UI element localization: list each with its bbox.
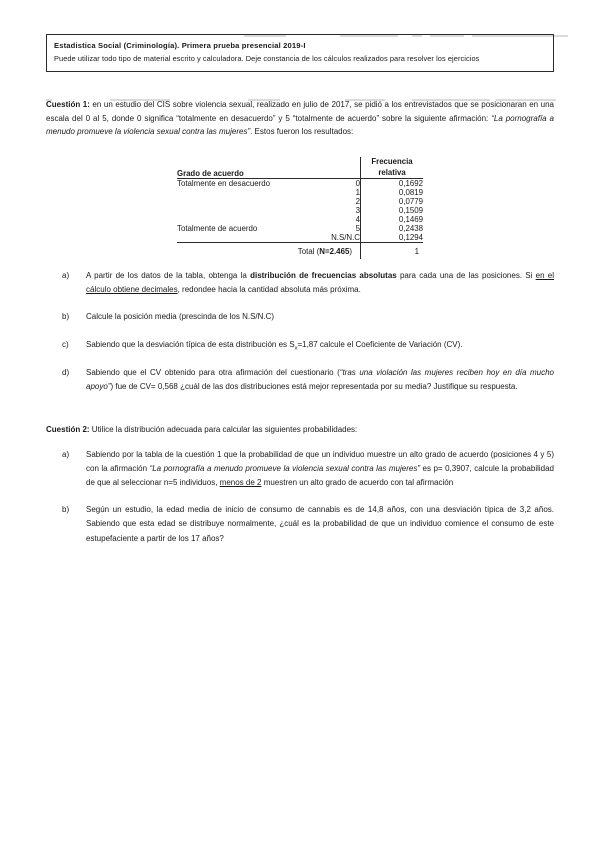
row-position-cell: 0	[355, 179, 360, 189]
list-item-text	[86, 450, 554, 487]
frequency-table-wrapper	[46, 157, 554, 259]
question-1-statement	[46, 98, 554, 139]
text-segment: muestren un alto grado de acuerdo con tal afirmación	[261, 478, 454, 488]
document-content	[46, 34, 554, 559]
text-segment: ) fue de CV= 0,568 ¿cuál de las dos distribuciones está mejor representada por su media? Justifique su respuesta.	[110, 382, 518, 392]
frequency-table-head	[177, 157, 423, 179]
text-segment: es p= 0,3907, calcule la probabilidad de que al seleccionar n=5 individuos,	[86, 464, 554, 488]
text-segment: Según un estudio, la edad media de inicio de consumo de cannabis es de 14,8 años, con una desviación típica de 3,2 años. Sabiendo que esta edad se distribuye normalmente, ¿cuál es la probabilidad de que un individuo comience el consumo de este estupefaciente a partir de los 17 años?	[86, 505, 554, 543]
question-2-statement	[46, 423, 554, 437]
table-row	[177, 179, 423, 189]
list-item-marker: a)	[62, 271, 70, 281]
question-1-label: Cuestión 1:	[46, 99, 90, 109]
total-value-cell: 1	[361, 243, 424, 260]
row-label-cell	[177, 188, 316, 197]
question-2-subitems	[46, 448, 554, 545]
text-segment: “tras una violación las mujeres reciben hoy en día mucho apoyo”	[86, 368, 555, 392]
list-item	[62, 503, 554, 545]
question-1-intro-part2: . Estos fueron los resultados:	[250, 127, 354, 137]
text-segment: Sabiendo por la tabla de la cuestión 1 que la probabilidad de que un individuo muestre un alto grado de acuerdo (posiciones 4 y 5) con la afirmación	[86, 450, 554, 474]
list-item-marker: b)	[62, 505, 70, 515]
question-2-intro: Utilice la distribución adecuada para calcular las siguientes probabilidades:	[89, 425, 358, 435]
list-item-marker: b)	[62, 312, 70, 322]
list-item	[62, 310, 554, 324]
row-relative-frequency-cell: 0,1294	[361, 233, 424, 243]
list-item	[62, 366, 554, 394]
text-segment: Sabiendo que el CV obtenido para otra afirmación del cuestionario (	[86, 368, 340, 378]
list-item-marker: d)	[62, 368, 70, 378]
row-position-cell: 1	[355, 188, 360, 198]
row-label-cell: Totalmente en desacuerdo	[177, 179, 270, 189]
list-item-marker: c)	[62, 339, 69, 349]
table-row	[177, 188, 423, 197]
text-segment: distribución de frecuencias absolutas	[250, 271, 397, 281]
row-label-cell	[177, 197, 316, 206]
total-sample-size: N=2.465	[319, 247, 350, 257]
exam-header-box	[46, 34, 554, 72]
list-item-text	[86, 505, 554, 542]
row-relative-frequency-cell: 0,1692	[361, 179, 424, 189]
row-relative-frequency-cell: 0,1469	[361, 215, 424, 224]
text-segment: menos de 2	[219, 478, 262, 488]
row-position-cell: 2	[355, 197, 360, 207]
exam-title: Estadistica Social (Criminología). Primera prueba presencial 2019-I	[54, 41, 306, 50]
list-item-marker: a)	[62, 450, 70, 460]
question-1-quote: “La pornografía a menudo promueve la violencia sexual contra las mujeres”	[46, 113, 555, 137]
table-row	[177, 215, 423, 224]
row-position-cell: 3	[355, 206, 360, 216]
total-label-cell	[177, 243, 361, 260]
row-label-cell	[177, 215, 316, 224]
question-1-block	[46, 98, 554, 394]
list-item	[62, 269, 554, 297]
column-header-frecuencia-relativa: Frecuencia relativa	[361, 157, 424, 179]
table-row	[177, 197, 423, 206]
row-relative-frequency-cell: 0,2438	[361, 224, 424, 233]
table-row	[177, 224, 423, 233]
row-relative-frequency-cell: 0,0819	[361, 188, 424, 197]
text-segment: para cada una de las posiciones. Si	[396, 271, 536, 281]
question-2-block	[46, 423, 554, 545]
frequency-table	[177, 157, 423, 259]
table-header-row	[177, 157, 423, 179]
frequency-table-foot	[177, 243, 423, 260]
text-segment: en el cálculo obtiene decimales	[86, 271, 555, 295]
list-item-text	[86, 312, 274, 321]
list-item	[62, 448, 554, 490]
list-item-text	[86, 339, 463, 352]
table-row	[177, 233, 423, 243]
text-segment: Sabiendo que la desviación típica de esta distribución es S	[86, 339, 295, 349]
list-item-text	[86, 368, 554, 391]
column-header-position	[316, 157, 360, 179]
text-segment: =1,87 calcule el Coeficiente de Variación (CV).	[297, 339, 463, 349]
row-position-cell: 5	[355, 224, 360, 234]
row-label-cell: Totalmente de acuerdo	[177, 224, 258, 234]
table-row	[177, 206, 423, 215]
question-1-subitems	[46, 269, 554, 394]
row-relative-frequency-cell: 0,0779	[361, 197, 424, 206]
row-label-cell	[177, 233, 316, 243]
text-segment: x	[294, 345, 298, 352]
question-2-label: Cuestión 2:	[46, 425, 90, 435]
text-segment: , redondee hacia la cantidad absoluta más próxima.	[177, 285, 361, 295]
text-segment: “La pornografía a menudo promueve la violencia sexual contra las mujeres”	[149, 464, 421, 474]
row-label-cell	[177, 206, 316, 215]
list-item-text	[86, 271, 554, 294]
total-label-pre: Total (	[297, 247, 320, 257]
frequency-table-body	[177, 179, 423, 243]
list-item	[62, 338, 554, 354]
question-1-intro-part1: en un estudio del CIS sobre violencia sexual, realizado en julio de 2017, se pidió a los entrevistados que se posicionaran en una escala del 0 al 5, donde 0 significa “totalmente en desacuerdo” y 5 “totalmente de acuerdo” sobre la siguiente afirmación:	[46, 99, 554, 123]
text-segment: A partir de los datos de la tabla, obtenga la	[86, 271, 251, 281]
exam-instructions: Puede utilizar todo tipo de material escrito y calculadora. Deje constancia de los cálculos realizados para resolver los ejercicios	[54, 54, 480, 63]
table-total-row	[177, 243, 423, 260]
row-position-cell: N.S/N.C	[331, 233, 360, 243]
total-label-post: )	[349, 247, 352, 257]
row-relative-frequency-cell: 0,1509	[361, 206, 424, 215]
column-header-grado: Grado de acuerdo	[177, 157, 316, 179]
row-position-cell: 4	[355, 215, 360, 225]
text-segment: Calcule la posición media (prescinda de los N.S/N.C)	[86, 312, 275, 322]
